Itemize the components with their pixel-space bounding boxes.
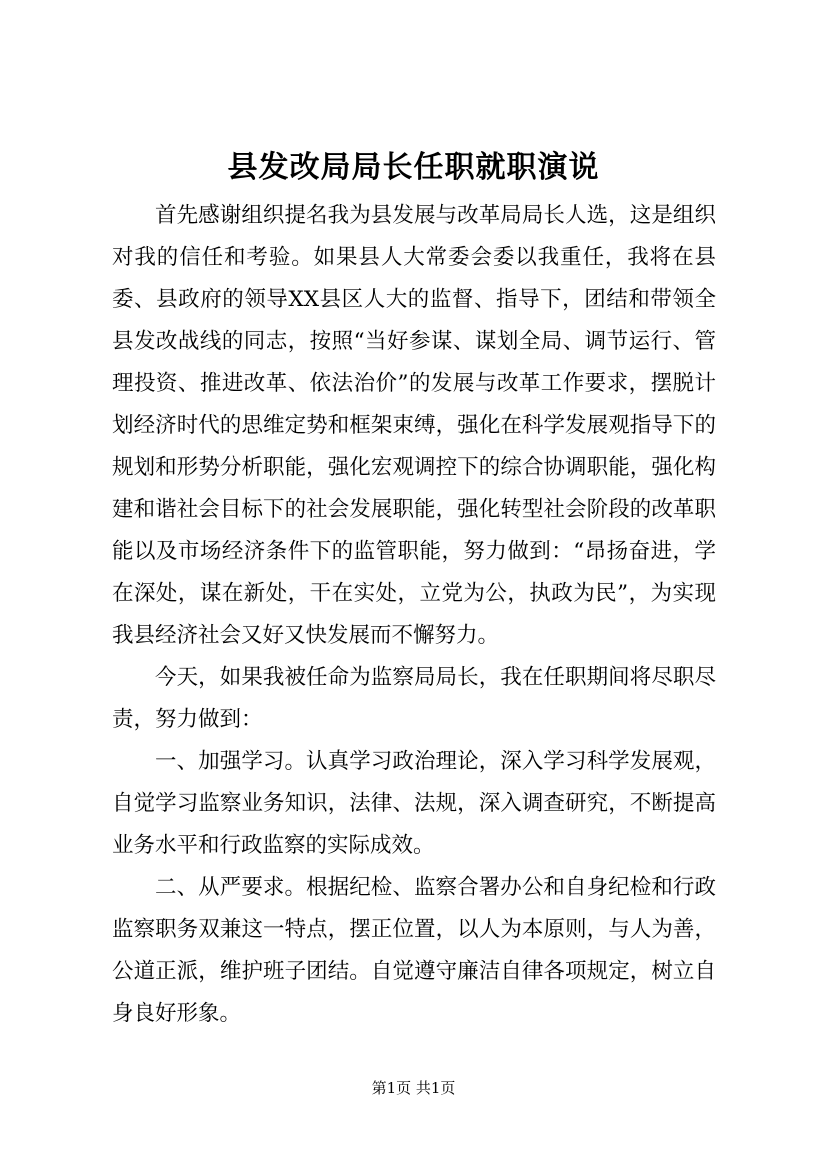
page-footer: 第1页 共1页: [371, 1079, 456, 1097]
document-body: [112, 195, 716, 1035]
paragraph: 二、从严要求。根据纪检、监察合署办公和自身纪检和行政监察职务双兼这一特点，摆正位置，以人为本原则，与人为善，公道正派，维护班子团结。自觉遵守廉洁自律各项规定，树立自身良好形象。: [112, 875, 716, 1026]
document-title: 县发改局局长任职就职演说: [227, 150, 600, 185]
paragraph: 首先感谢组织提名我为县发展与改革局局长人选，这是组织对我的信任和考验。如果县人大常委会委以我重任，我将在县委、县政府的领导XX县区人大的监督、指导下，团结和带领全县发改战线的同志，按照“当好参谋、谋划全局、调节运行、管理投资、推进改革、依法治价”的发展与改革工作要求，摆脱计划经济时代的思维定势和框架束缚，强化在科学发展观指导下的规划和形势分析职能，强化宏观调控下的综合协调职能，强化构建和谐社会目标下的社会发展职能，强化转型社会阶段的改革职能以及市场经济条件下的监管职能，努力做到：“昂扬奋进，学在深处，谋在新处，干在实处，立党为公，执政为民”，为实现我县经济社会又好又快发展而不懈努力。: [112, 203, 716, 648]
paragraph: 一、加强学习。认真学习政治理论，深入学习科学发展观，自觉学习监察业务知识，法律、法规，深入调查研究，不断提高业务水平和行政监察的实际成效。: [112, 749, 716, 858]
paragraph: 今天，如果我被任命为监察局局长，我在任职期间将尽职尽责，努力做到：: [112, 665, 716, 732]
